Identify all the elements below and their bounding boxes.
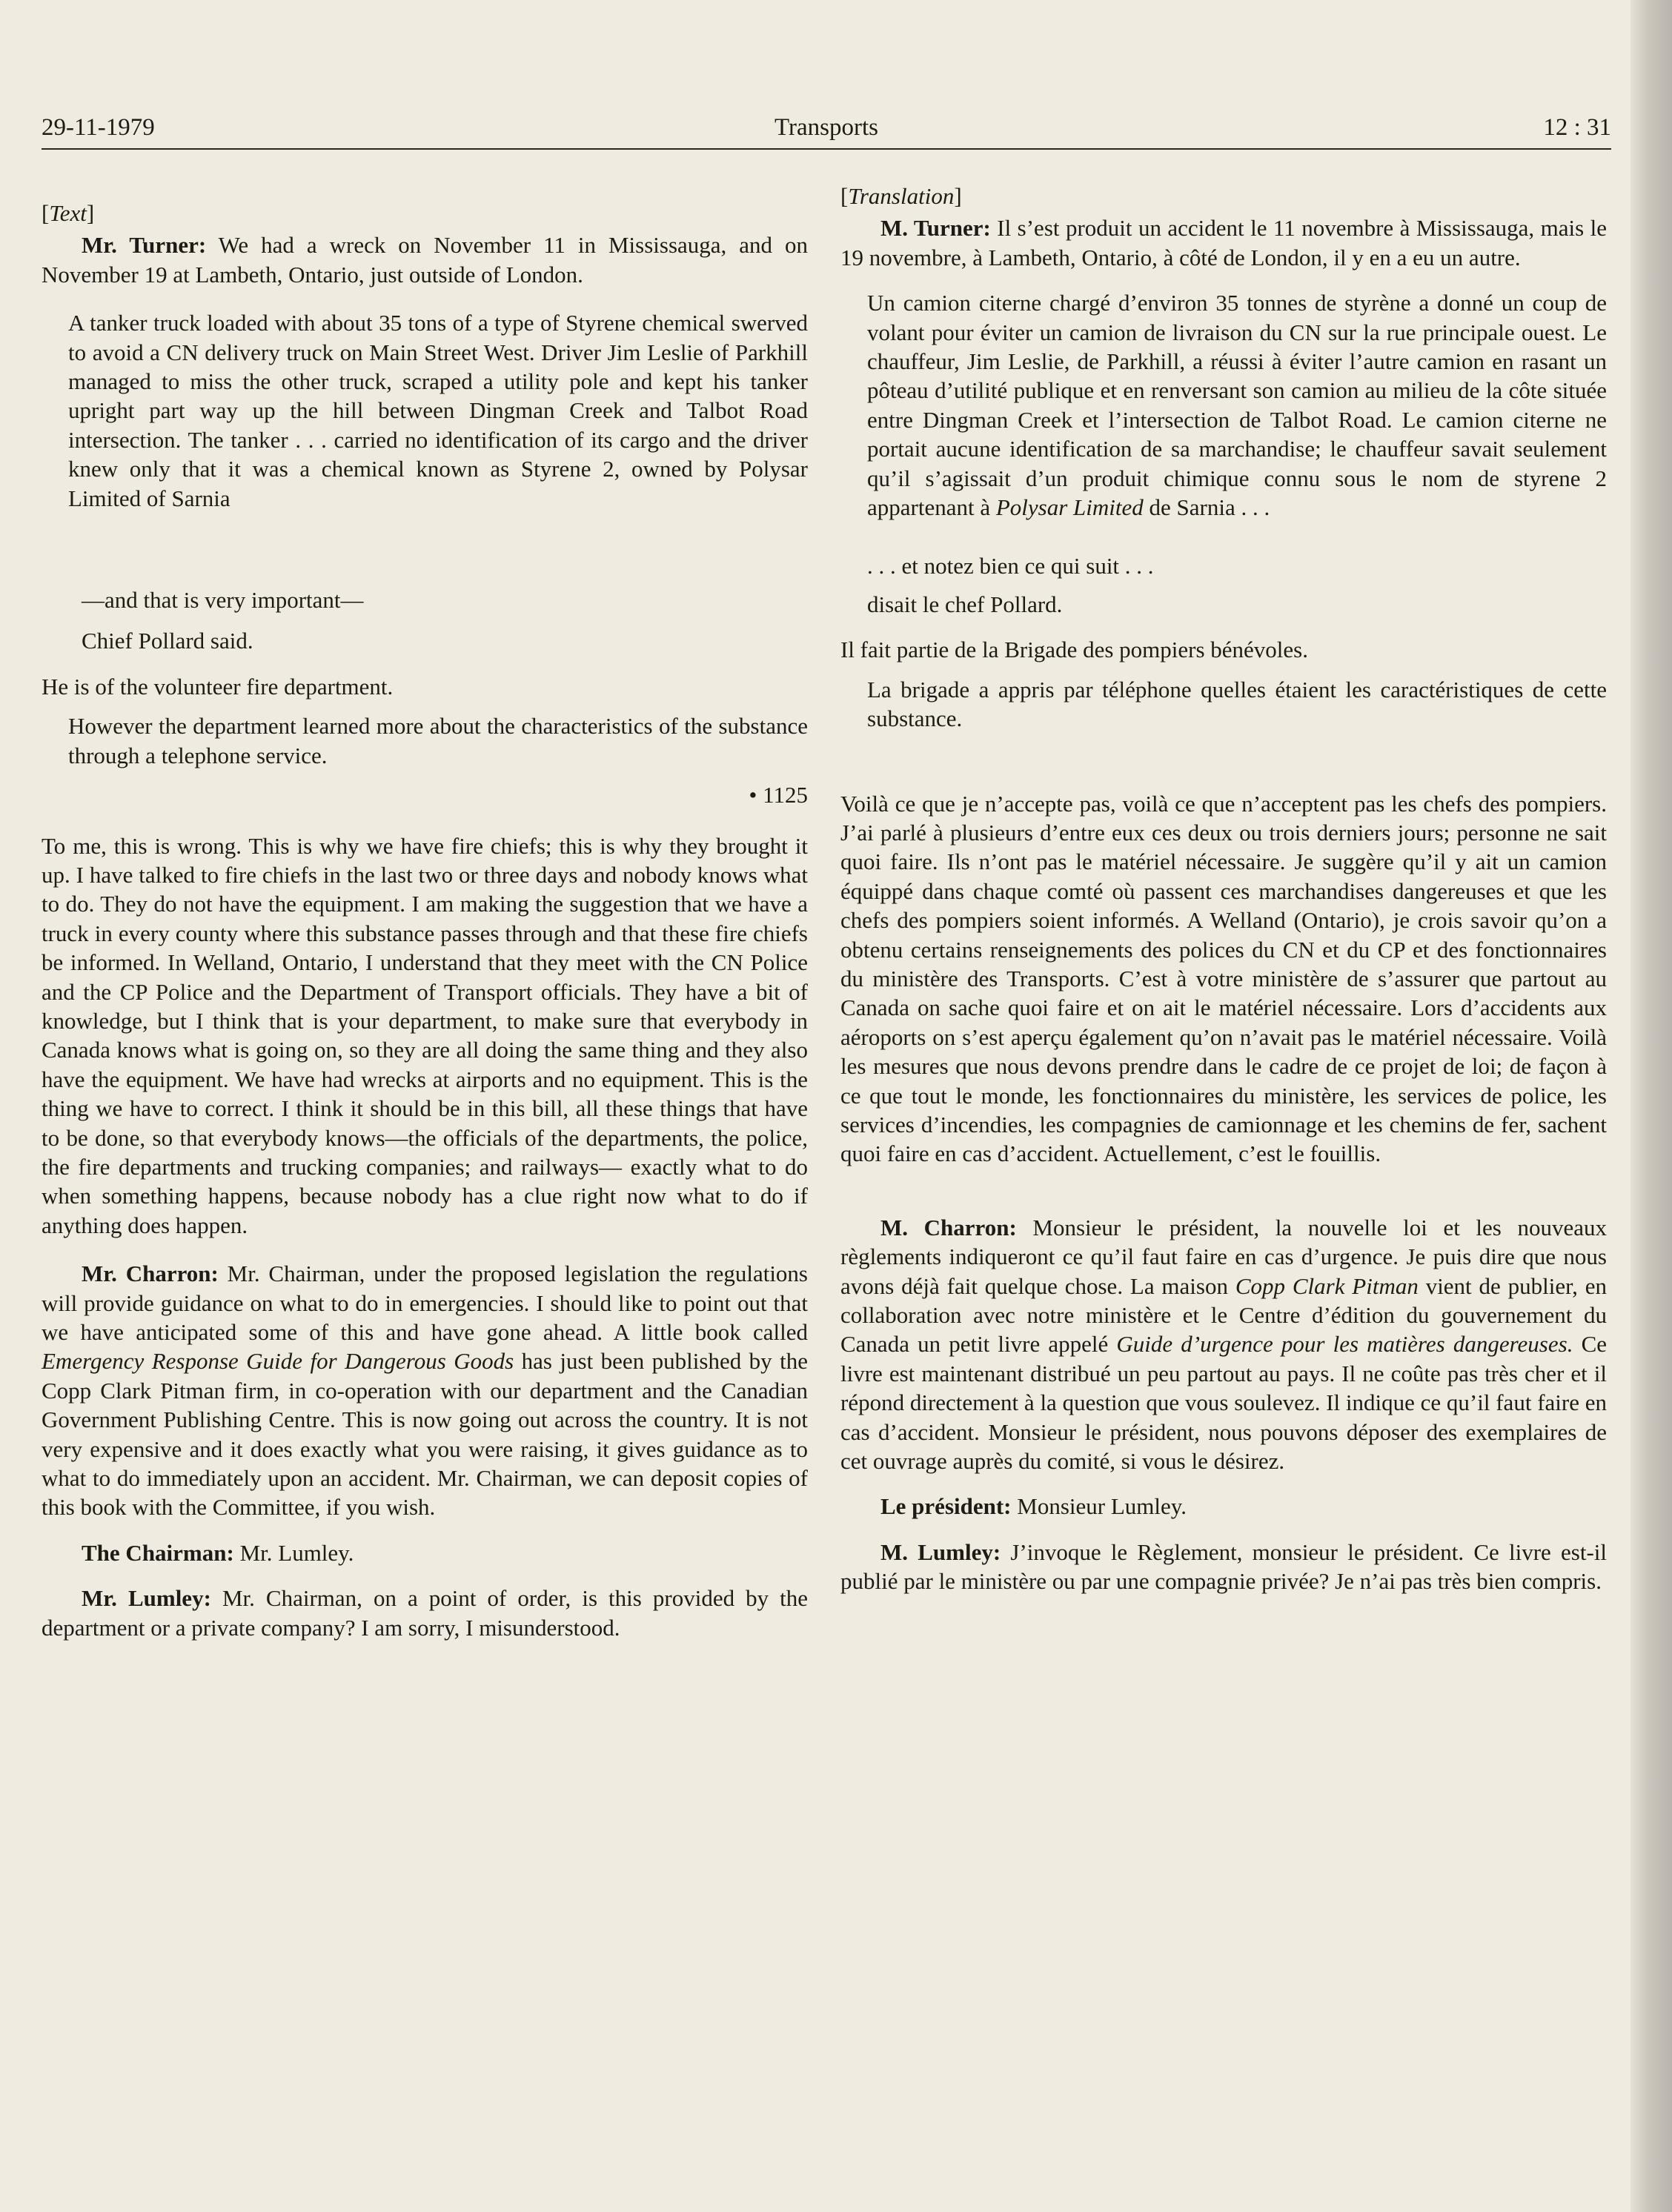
header-date: 29-11-1979 [42,114,155,141]
left-column [42,182,808,1642]
page-header [42,111,1611,150]
right-paragraph-6: La brigade a appris par téléphone quelles étaient les caractéristiques de cette substance. [867,676,1607,732]
speaker-charron: Mr. Charron: [82,1261,219,1287]
left-paragraph-9: The Chairman: Mr. Lumley. [82,1539,354,1566]
left-paragraph-1: Mr. Turner: We had a wreck on November 11 in Mississauga, and on November 19 at Lambeth, Ontario, just outside of London. [42,232,808,288]
publisher-name: Copp Clark Pitman [1235,1272,1419,1299]
book-title-en: Emergency Response Guide for Dangerous Goods [42,1348,514,1375]
right-column [840,182,1607,1596]
right-paragraph-8: M. Charron: Monsieur le président, la nouvelle loi et les nouveaux règlements indiqueront ce qu’il faut faire en cas d’urgence. Je puis dire que nous avons déjà fait quelque chose. La maison Copp Clark Pitman vient de publier, en collaboration avec notre ministère et le Centre d’édition du gouvernement du Canada un petit livre appelé Guide d’urgence pour les matières dangereuses. Ce livre est maintenant distribué un peu partout au pays. Il ne coûte pas très cher et il répond directement à la question que vous soulevez. Il indique ce qu’il faut faire en cas d’accident. Monsieur le président, nous pouvons déposer des exemplaires de cet ouvrage auprès du comité, si vous le désirez. [840,1214,1608,1475]
left-paragraph-6: However the department learned more about the characteristics of the substance through a telephone service. [68,713,808,768]
left-paragraph-7: To me, this is wrong. This is why we have fire chiefs; this is why they brought it up. I have talked to fire chiefs in the last two or three days and nobody knows what to do. They do not have the equipment. I am making the suggestion that we have a truck in every county where this substance passes through and that these fire chiefs be informed. In Welland, Ontario, I understand that they meet with the CN Police and the CP Police and the Department of Transport officials. They have a bit of knowledge, but I think that is your department, to make sure that everybody in Canada knows what is going on, so they are all doing the same thing and they also have the equipment. We have had wrecks at airports and no equipment. This is the thing we have to correct. I think it should be in this bill, all these things that have to be done, so that everybody knows—the officials of the departments, the police, the fire departments and trucking companies; and railways— exactly what to do when something happens, because nobody has a clue right now what to do if anything does happen. [42,832,808,1238]
left-paragraph-8: Mr. Charron: Mr. Chairman, under the proposed legislation the regulations will provide guidance on what to do in emergencies. I should like to point out that we have anticipated some of this and have gone ahead. A little book called Emergency Response Guide for Dangerous Goods has just been published by the Copp Clark Pitman firm, in co-operation with our department and the Canadian Government Publishing Centre. This is now going out across the country. It is not very expensive and it does exactly what you were raising, it gives guidance as to what to do immediately upon an accident. Mr. Chairman, we can deposit copies of this book with the Committee, if you wish. [42,1261,808,1521]
right-label: [Translation] [840,183,962,209]
right-paragraph-4: disait le chef Pollard. [867,591,1063,617]
header-page-number: 12 : 31 [1543,114,1611,141]
left-paragraph-2: A tanker truck loaded with about 35 tons of a type of Styrene chemical swerved to avoid a CN delivery truck on Main Street West. Driver Jim Leslie of Parkhill managed to miss the other truck, scraped a utility pole and kept his tanker upright part way up the hill between Dingman Creek and Talbot Road intersection. The tanker . . . carried no identification of its cargo and the driver knew only that it was a chemical known as Styrene 2, owned by Polysar Limited of Sarnia [68,310,808,511]
right-paragraph-10: M. Lumley: J’invoque le Règlement, monsieur le président. Ce livre est-il publié par le ministère ou par une compagnie privée? Je n’ai pas très bien compris. [840,1538,1608,1595]
left-paragraph-3: —and that is very important— [82,587,364,614]
right-paragraph-2: Un camion citerne chargé d’environ 35 tonnes de styrène a donné un coup de volant pour éviter un camion de livraison du CN sur la rue principale ouest. Le chauffeur, Jim Leslie, de Parkhill, a réussi à éviter l’autre camion en rasant un pôteau d’utilité publique et en renversant son camion au milieu de la côte située entre Dingman Creek et l’intersection de Talbot Road. Le camion citerne ne portait aucune identification de sa marchandise; le chauffeur savait seulement qu’il s’agissait d’un produit chimique connu sous le nom de styrene 2 appartenant à Polysar Limited de Sarnia . . . [867,290,1607,521]
speaker-lumley-fr: M. Lumley: [880,1538,1001,1565]
right-paragraph-1: M. Turner: Il s’est produit un accident le 11 novembre à Mississauga, mais le 19 novembre, à Lambeth, Ontario, à côté de London, il y en a eu un autre. [840,215,1607,270]
speaker-charron-fr: M. Charron: [880,1214,1017,1240]
speaker-chairman: The Chairman: [82,1539,234,1566]
right-paragraph-5: Il fait partie de la Brigade des pompiers bénévoles. [840,637,1308,663]
header-title: Transports [774,114,878,141]
book-title-fr: Guide d’urgence pour les matières dangereuses. [1116,1331,1573,1358]
right-paragraph-7: Voilà ce que je n’accepte pas, voilà ce que n’acceptent pas les chefs des pompiers. J’ai parlé à plusieurs d’entre eux ces deux ou trois derniers jours; personne ne sait quoi faire. Ils n’ont pas le matériel nécessaire. Je suggère qu’il y ait un camion équippé dans chaque comté où passent ces marchandises dangereuses et que les chefs des pompiers soient informés. A Welland (Ontario), je crois savoir qu’on a obtenu certains renseignements des polices du CN et du CP et des fonctionnaires du ministère des Transports. C’est à votre ministère de s’assurer que partout au Canada on sache quoi faire et on ait le matériel nécessaire. Lors d’accidents aux aéroports on s’est aperçu également qu’on n’avait pas le matériel nécessaire. Voilà les mesures que nous devons prendre dans le cadre de ce projet de loi; de façon à ce que tout le monde, les fonctionnaires du ministère, les services de police, les services d’incendies, les compagnies de camionnage et les chemins de fer, sachent quoi faire en cas d’accident. Actuellement, c’est le fouillis. [840,790,1607,1167]
company-name: Polysar Limited [995,494,1144,521]
speaker-lumley: Mr. Lumley: [82,1585,211,1612]
left-label: [Text] [42,200,95,226]
time-marker: • 1125 [749,782,808,808]
page-edge [1630,0,1672,2212]
speaker-turner-fr: M. Turner: [880,215,991,242]
speaker-chairman-fr: Le président: [880,1493,1012,1520]
right-paragraph-9: Le président: Monsieur Lumley. [880,1493,1187,1520]
left-paragraph-4: Chief Pollard said. [82,628,253,654]
speaker-turner: Mr. Turner: [82,232,207,259]
left-paragraph-5: He is of the volunteer fire department. [42,673,394,700]
left-paragraph-10: Mr. Lumley: Mr. Chairman, on a point of order, is this provided by the department or a private company? I am sorry, I misunderstood. [42,1585,809,1641]
right-paragraph-3: . . . et notez bien ce qui suit . . . [867,553,1154,579]
